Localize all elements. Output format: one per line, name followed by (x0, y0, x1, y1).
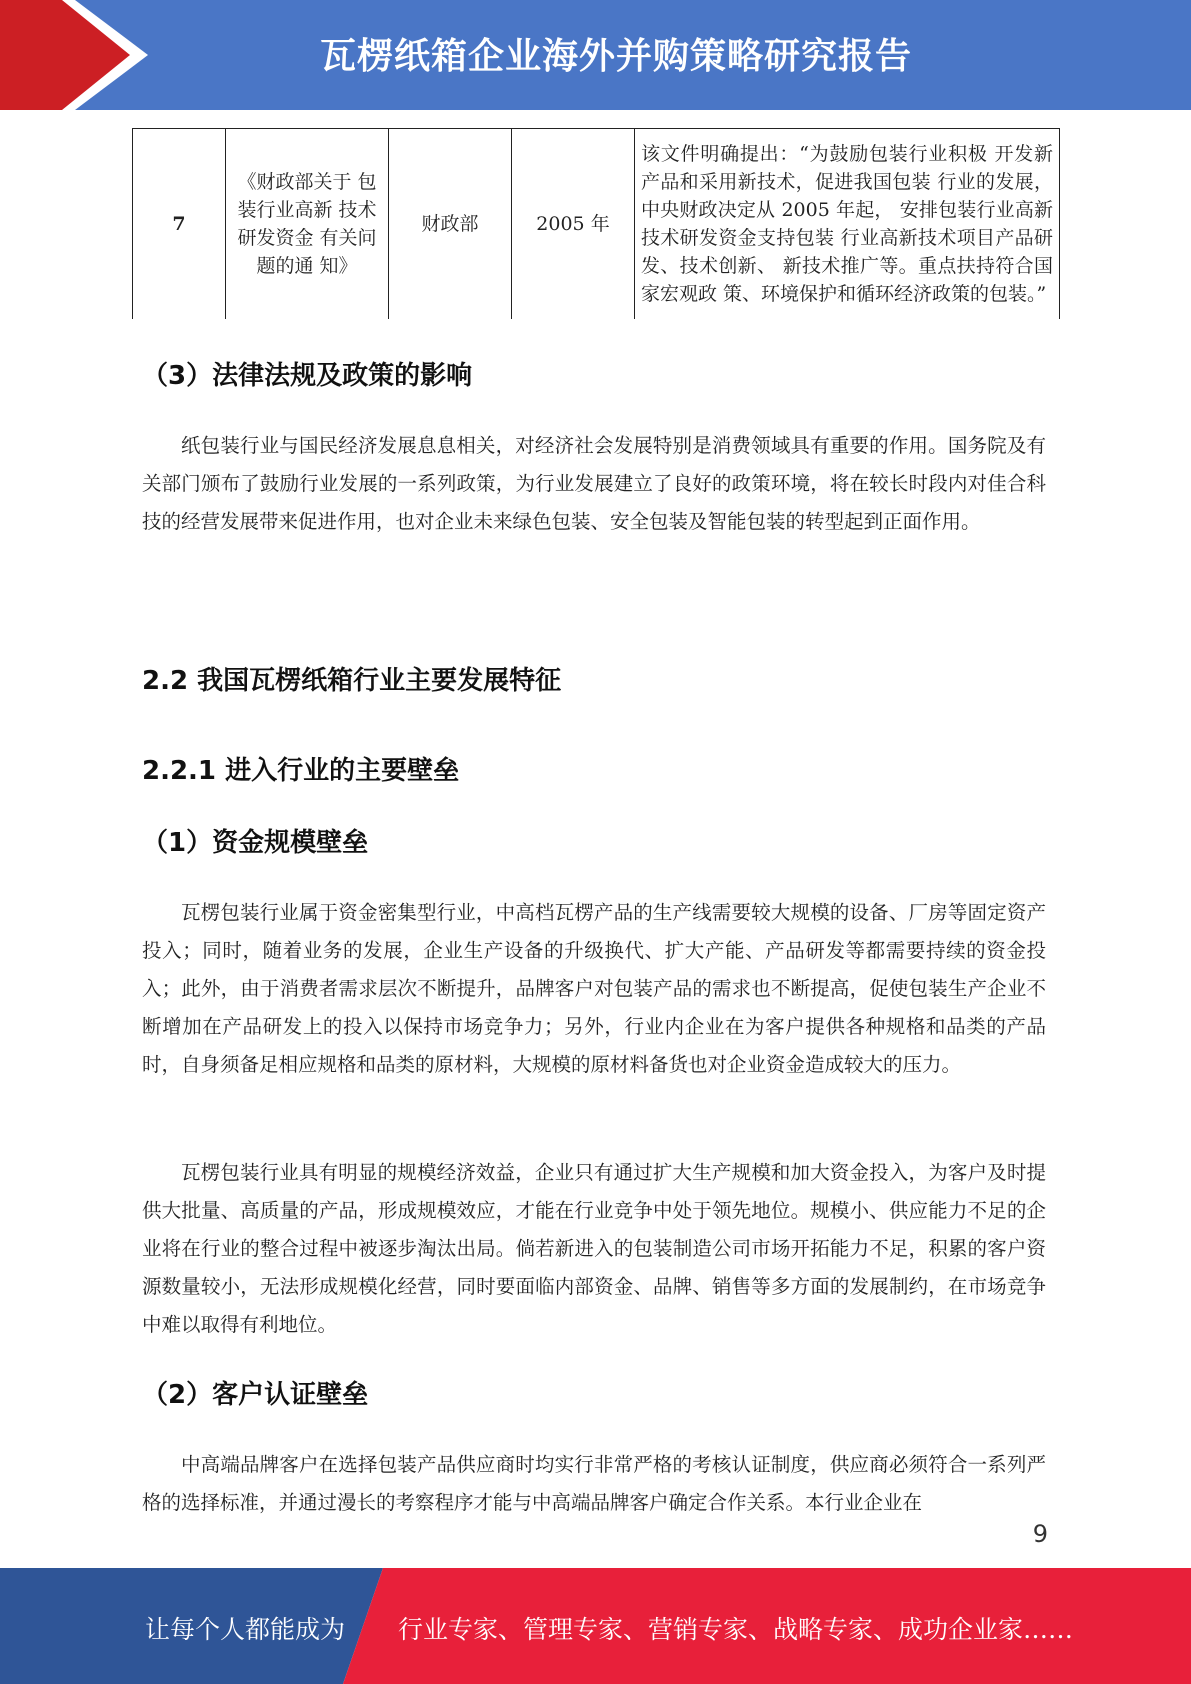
heading-capital-barrier: （1）资金规模壁垒 (142, 828, 369, 858)
policy-name: 《财政部关于 包装行业高新 技术研发资金 有关问题的通 知》 (226, 129, 389, 320)
footer-slogan-left: 让每个人都能成为 (145, 1615, 346, 1644)
paragraph-law-policy-impact: 纸包装行业与国民经济发展息息相关，对经济社会发展特别是消费领域具有重要的作用。国务院及有关部门颁布了鼓励行业发展的一系列政策，为行业发展建立了良好的政策环境，将在较长时段内对佳合科技的经营发展带来促进作用，也对企业未来绿色包装、安全包装及智能包装的转型起到正面作用。 (142, 434, 1046, 533)
report-title: 瓦楞纸箱企业海外并购策略研究报告 (320, 36, 913, 77)
heading-law-policy-impact: （3）法律法规及政策的影响 (142, 361, 473, 391)
policy-table (132, 128, 1060, 319)
heading-customer-certification-barrier: （2）客户认证壁垒 (142, 1380, 369, 1410)
paragraph-capital-barrier-1: 瓦楞包装行业属于资金密集型行业，中高档瓦楞产品的生产线需要较大规模的设备、厂房等固定资产投入；同时，随着业务的发展，企业生产设备的升级换代、扩大产能、产品研发等都需要持续的资金投入；此外，由于消费者需求层次不断提升，品牌客户对包装产品的需求也不断提高，促使包装生产企业不断增加在产品研发上的投入以保持市场竞争力；另外，行业内企业在为客户提供各种规格和品类的产品时，自身须备足相应规格和品类的原材料，大规模的原材料备货也对企业资金造成较大的压力。 (142, 901, 1046, 1076)
paragraph-capital-barrier-2: 瓦楞包装行业具有明显的规模经济效益，企业只有通过扩大生产规模和加大资金投入，为客户及时提供大批量、高质量的产品，形成规模效应，才能在行业竞争中处于领先地位。规模小、供应能力不足的企业将在行业的整合过程中被逐步淘汰出局。倘若新进入的包装制造公司市场开拓能力不足，积累的客户资源数量较小，无法形成规模化经营，同时要面临内部资金、品牌、销售等多方面的发展制约，在市场竞争中难以取得有利地位。 (142, 1161, 1046, 1336)
heading-section-2-2: 2.2 我国瓦楞纸箱行业主要发展特征 (142, 666, 562, 696)
paragraph-customer-certification-barrier: 中高端品牌客户在选择包装产品供应商时均实行非常严格的考核认证制度，供应商必须符合一系列严格的选择标准，并通过漫长的考察程序才能与中高端品牌客户确定合作关系。本行业企业在 (142, 1453, 1046, 1514)
row-number: 7 (133, 129, 226, 320)
page-number: 9 (1032, 1520, 1048, 1548)
footer-slogan-right: 行业专家、管理专家、营销专家、战略专家、成功企业家…… (398, 1615, 1074, 1644)
heading-section-2-2-1: 2.2.1 进入行业的主要壁垒 (142, 756, 460, 786)
issue-year: 2005 年 (512, 129, 635, 320)
page-header (0, 0, 1191, 110)
table-row (133, 129, 1060, 320)
page-footer (0, 1568, 1191, 1684)
issuing-department: 财政部 (389, 129, 512, 320)
policy-description: 该文件明确提出：“为鼓励包装行业积极 开发新产品和采用新技术，促进我国包装 行业的发展，中央财政决定从 2005 年起， 安排包装行业高新技术研发资金支持包装 行业高新技术项目产品研发、技术创新、 新技术推广等。重点扶持符合国家宏观政 策、环境保护和循环经济政策的包装。” (635, 129, 1060, 320)
